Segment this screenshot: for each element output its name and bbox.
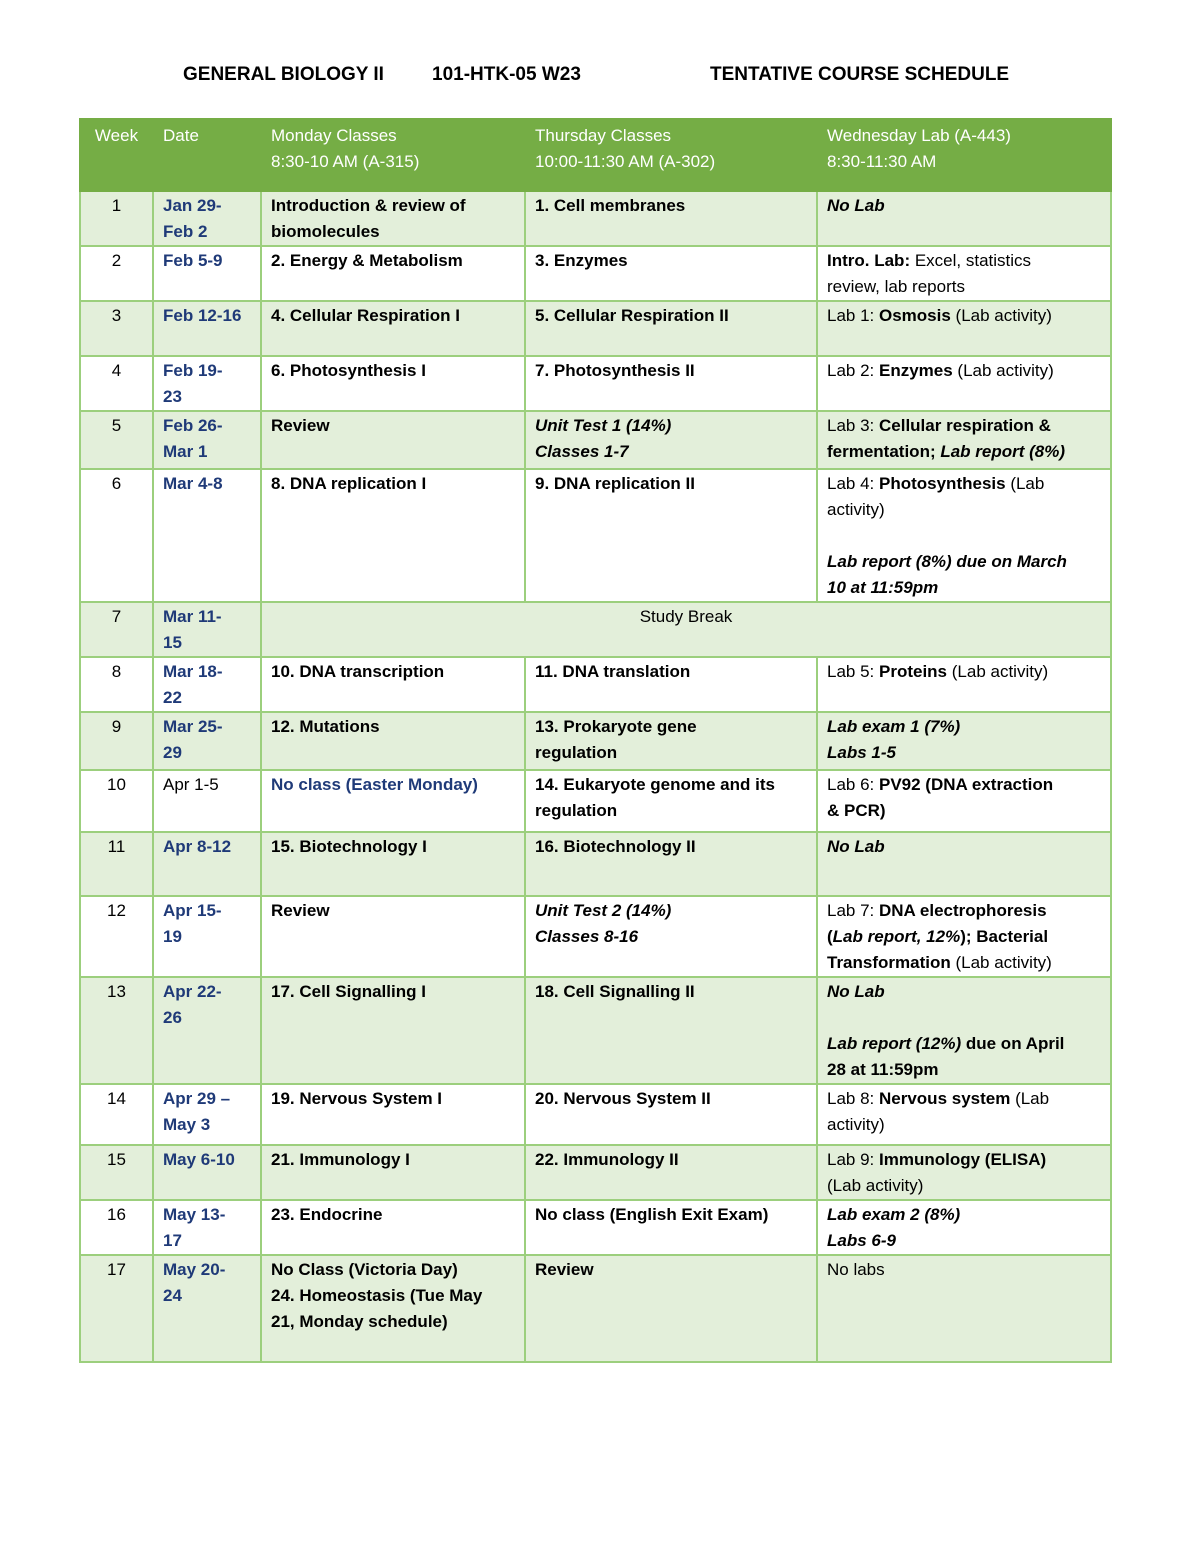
lab-cell: Lab 2: Enzymes (Lab activity) [817,356,1111,411]
thursday-cell: 3. Enzymes [525,246,817,301]
thursday-cell: 9. DNA replication II [525,469,817,602]
date-cell: Feb 26- Mar 1 [153,411,261,469]
date-cell: Mar 25- 29 [153,712,261,770]
table-row [80,1200,1111,1255]
monday-cell: No Class (Victoria Day) 24. Homeostasis (Tue May 21, Monday schedule) [261,1255,525,1362]
header-lab: Wednesday Lab (A-443) 8:30-11:30 AM [817,119,1111,191]
lab-cell: Lab 4: Photosynthesis (Lab activity) Lab report (8%) due on March 10 at 11:59pm [817,469,1111,602]
date-cell: Mar 18- 22 [153,657,261,712]
table-row [80,246,1111,301]
table-row [80,1084,1111,1145]
week-cell: 1 [80,191,153,246]
table-row [80,1255,1111,1362]
page-title [0,64,1200,92]
thursday-cell: No class (English Exit Exam) [525,1200,817,1255]
week-cell: 13 [80,977,153,1084]
week-cell: 11 [80,832,153,896]
date-cell: Apr 1-5 [153,770,261,832]
date-cell: May 6-10 [153,1145,261,1200]
week-cell: 12 [80,896,153,977]
thursday-cell: 16. Biotechnology II [525,832,817,896]
monday-cell: Review [261,896,525,977]
monday-cell: 2. Energy & Metabolism [261,246,525,301]
week-cell: 8 [80,657,153,712]
thursday-cell: 7. Photosynthesis II [525,356,817,411]
lab-cell: No Lab [817,832,1111,896]
table-row [80,602,1111,657]
lab-cell: Lab 9: Immunology (ELISA) (Lab activity) [817,1145,1111,1200]
lab-cell: Lab 3: Cellular respiration & fermentation; Lab report (8%) [817,411,1111,469]
monday-cell: 4. Cellular Respiration I [261,301,525,356]
table-row [80,1145,1111,1200]
lab-cell: Lab 7: DNA electrophoresis (Lab report, 12%); Bacterial Transformation (Lab activity) [817,896,1111,977]
lab-cell: Lab exam 2 (8%) Labs 6-9 [817,1200,1111,1255]
table-row [80,191,1111,246]
monday-cell: 6. Photosynthesis I [261,356,525,411]
date-cell: Apr 22- 26 [153,977,261,1084]
monday-cell: 15. Biotechnology I [261,832,525,896]
date-cell: Feb 12-16 [153,301,261,356]
table-row [80,657,1111,712]
table-row [80,469,1111,602]
date-cell: Mar 11- 15 [153,602,261,657]
week-cell: 15 [80,1145,153,1200]
monday-cell: 23. Endocrine [261,1200,525,1255]
week-cell: 2 [80,246,153,301]
week-cell: 7 [80,602,153,657]
header-monday: Monday Classes 8:30-10 AM (A-315) [261,119,525,191]
lab-cell: Lab 6: PV92 (DNA extraction & PCR) [817,770,1111,832]
thursday-cell: 5. Cellular Respiration II [525,301,817,356]
thursday-cell: 1. Cell membranes [525,191,817,246]
monday-cell: 12. Mutations [261,712,525,770]
lab-cell: No Lab Lab report (12%) due on April 28 at 11:59pm [817,977,1111,1084]
lab-cell: No Lab [817,191,1111,246]
week-cell: 4 [80,356,153,411]
thursday-cell: Unit Test 1 (14%) Classes 1-7 [525,411,817,469]
week-cell: 6 [80,469,153,602]
table-header-row [80,119,1111,191]
date-cell: May 13- 17 [153,1200,261,1255]
header-date: Date [153,119,261,191]
monday-cell: 19. Nervous System I [261,1084,525,1145]
monday-cell: 10. DNA transcription [261,657,525,712]
lab-cell: Lab exam 1 (7%) Labs 1-5 [817,712,1111,770]
table-row [80,832,1111,896]
table-row [80,411,1111,469]
course-name: GENERAL BIOLOGY II [183,64,384,85]
week-cell: 5 [80,411,153,469]
monday-cell: No class (Easter Monday) [261,770,525,832]
lab-cell: Intro. Lab: Excel, statistics review, lab reports [817,246,1111,301]
monday-cell: 8. DNA replication I [261,469,525,602]
week-cell: 17 [80,1255,153,1362]
lab-cell: Lab 1: Osmosis (Lab activity) [817,301,1111,356]
table-row [80,770,1111,832]
header-thursday: Thursday Classes 10:00-11:30 AM (A-302) [525,119,817,191]
week-cell: 9 [80,712,153,770]
table-row [80,977,1111,1084]
thursday-cell: 13. Prokaryote gene regulation [525,712,817,770]
schedule-label: TENTATIVE COURSE SCHEDULE [710,64,1010,85]
date-cell: Apr 15- 19 [153,896,261,977]
week-cell: 16 [80,1200,153,1255]
lab-cell: Lab 5: Proteins (Lab activity) [817,657,1111,712]
date-cell: Apr 29 – May 3 [153,1084,261,1145]
thursday-cell: Unit Test 2 (14%) Classes 8-16 [525,896,817,977]
thursday-cell: Review [525,1255,817,1362]
date-cell: Apr 8-12 [153,832,261,896]
week-cell: 10 [80,770,153,832]
study-break-cell: Study Break [261,602,1111,657]
monday-cell: 21. Immunology I [261,1145,525,1200]
course-code: 101-HTK-05 W23 [432,64,581,85]
date-cell: Feb 5-9 [153,246,261,301]
lab-cell: Lab 8: Nervous system (Lab activity) [817,1084,1111,1145]
date-cell: Feb 19- 23 [153,356,261,411]
lab-cell: No labs [817,1255,1111,1362]
date-cell: Mar 4-8 [153,469,261,602]
thursday-cell: 18. Cell Signalling II [525,977,817,1084]
header-week: Week [80,119,153,191]
thursday-cell: 11. DNA translation [525,657,817,712]
table-row [80,712,1111,770]
schedule-table [79,118,1112,1363]
date-cell: May 20- 24 [153,1255,261,1362]
week-cell: 3 [80,301,153,356]
thursday-cell: 14. Eukaryote genome and its regulation [525,770,817,832]
thursday-cell: 22. Immunology II [525,1145,817,1200]
date-cell: Jan 29- Feb 2 [153,191,261,246]
thursday-cell: 20. Nervous System II [525,1084,817,1145]
monday-cell: Introduction & review of biomolecules [261,191,525,246]
week-cell: 14 [80,1084,153,1145]
table-row [80,301,1111,356]
table-row [80,896,1111,977]
monday-cell: 17. Cell Signalling I [261,977,525,1084]
monday-cell: Review [261,411,525,469]
table-row [80,356,1111,411]
